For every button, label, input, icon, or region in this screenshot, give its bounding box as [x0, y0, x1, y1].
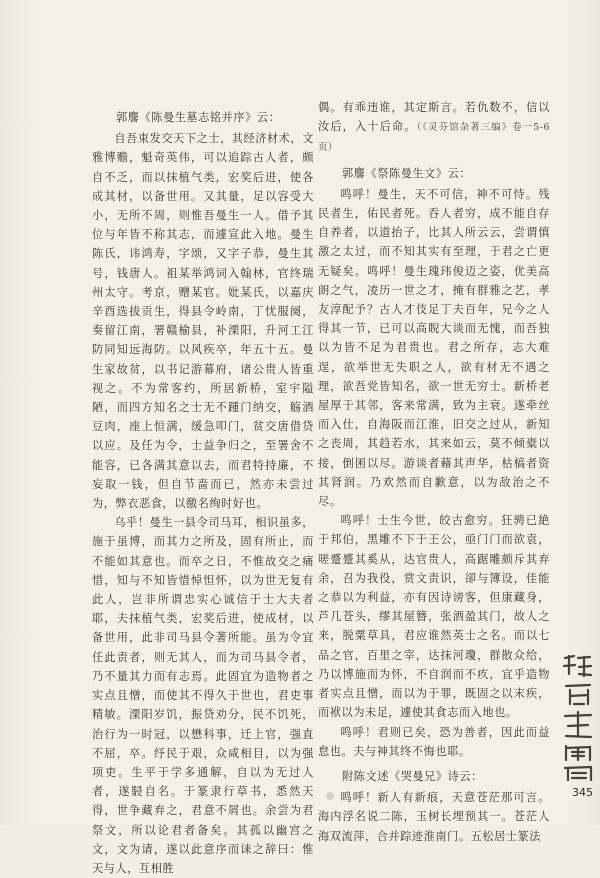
body-paragraph: 自吾束发交天下之士，其经济材术，文雅博赡，魁奇英伟，可以追踪古人者，颇自不乏，而以抹植气类，宏奖后进，使各成其材，以备世用。又其量，足以容受大小，无所不周，则惟吾曼生一人。借予其位与年皆不称其志，而遽宣此入地。曼生陈氏，讳鸿寿，字颂，又字子恭，曼生其号，钱唐人。祖某举鸿词入翰林，官终瑞州太守。考京，赠某官。妣某氏，以嘉庆辛酉选拔贡生，得县令岭南，丁忧服阕，奏留江南，署赣榆县，补溧阳，升河工江防同知远海防。以风疾卒，年五十五。曼生家故贫，以书记游幕府，诸公贵人皆重视之。不为常客约，所居新桥，室宇隘陋，而四方知名之士无不踵门纳交，觞酒豆肉，座上恒满，缓急叩门，贫交唐借贷以应。及任为令，士益争归之，至署舍不能容，已各满其意以去，而君特持廉，不妄取一钱，但自节啬而已，然亦未尝过为，弊衣恶食，以徼名绚时好也。: [92, 132, 314, 511]
body-paragraph-continuation: [318, 98, 550, 158]
calligraphy-seal-mark: [560, 652, 596, 782]
continuation-text: 偶。有乖违谁，其定斯言。若仇数不，信以汝后，入十后命。: [318, 101, 550, 134]
section-heading-elegy: 郭麐《祭陈曼生文》云：: [342, 166, 472, 180]
section-heading-poem: 附陈文述《哭曼兄》诗云：: [342, 769, 483, 783]
source-citation: （《灵芬馆杂著三编》卷一5-6页）: [318, 122, 550, 154]
right-text-column: [318, 98, 550, 846]
left-text-column: [92, 108, 314, 878]
body-paragraph: 鸣呼！君则已矣，恐为善者，因此而益怠也。夫与神其终不悔也耶。: [318, 725, 550, 758]
section-heading-epitaph: 郭麐《陈曼生墓志铭并序》云：: [116, 111, 281, 124]
body-paragraph: 乌乎！曼生一县令司马耳，相识虽多，施于虽博，而其力之所及，固有所止，而不能如其意也。而卒之日，不惟故交之痛惜，知与不知皆惜悼怛怀，以为世无复有此人，岂非所谓忠实心诚信于士大夫者耶，夫抹植气类，宏奖后进，使成材，以备世用，此非司马县令著所能。虽为令宜任此责者，则无其人，而为司马县令者，乃不量其力而有志焉。此固宜为造物者之实点且憎，而使其不得久于世也，君吏事精敏。溧阳岁饥，振贷劝分，民不饥死，治行为一时冠，以懋科事，迁上官，强直不屈，卒。纾民于艰，众咸相目，以为强项吏。生平于学多通解，自以为无过人者，遂駸自名。于篆隶行草书，悉然天得，世争藏弃之，君意不屑也。余尝为君祭文，所以论君者备矣。其孤以幽宫之文，文为请，遂以此意序而诔之辞曰：惟天与人，互相胜: [92, 516, 314, 875]
body-paragraph: 鸣呼！士生今世，皎古愈穷。狂骋已絶于邦伯，黑雕不下于王公，亟门门而欲袁，嗟蹙蹙其奚从，达官贵人，高踞雕颇斥其弃余，召为我役，赏文责识，卻与簿设，佳能之恭以为利益，亦有因诗谤客，但康藏身，芦几苍头，缪其屋簪，张酒盈其门，故人之来，脱粟草具，君应谁然英士之名。而以七品之官，百里之宰，达抹河瓊，群散众给，乃以博施而为怀，不自润而不疚，宜乎造物者实点且憎，而以为于罪，既固之以末疾，而袱以为未足，遽使其食志而入地也。: [318, 514, 550, 720]
scan-artifact-dot: [326, 792, 334, 800]
body-paragraph: 鸣呼！新人有新痕，天意苍茫那可言。海内浮名说二陈，玉树长埋预其一。苍茫人海双流萍，合并踪迹淮南门。五松居士篆法: [318, 791, 550, 843]
body-paragraph: 鸣呼！曼生，天不可信，神不可恃。残民者生，佑民者死。吞人者穷，成不能自存自养者，以道抬子，比其人所云云，尝谓慎激之太过，而不知其实有至理，于君之亡更无疑矣。鸣呼！曼生瑰玮俊迈之姿，优美高朗之气，凌历一世之才，掩有群雅之艺，孝友淳配予？古人才伎足丁夫百年，兄今之人得其一节，已可以高睨大谈而无愧，而吾独以为皆不足为君贵也。君之所存，志大难逞，欲举世无失职之人，欲有材无不遇之理，欲吾党皆知名，欲一世无穷士。新桥老屋厚于其邻，客来常满，致为主衰。遂牵丝而入仕，自海阪而江淮，旧交之过从，新知之丧周，其趋若水，其来如云，莫不倾橐以接，倒囷以尽。游谈者藉其声华，枯槁者资其肾润。乃欢然而自歉意，以为敌治之不尽。: [318, 187, 550, 509]
page-number: 345: [572, 786, 593, 799]
